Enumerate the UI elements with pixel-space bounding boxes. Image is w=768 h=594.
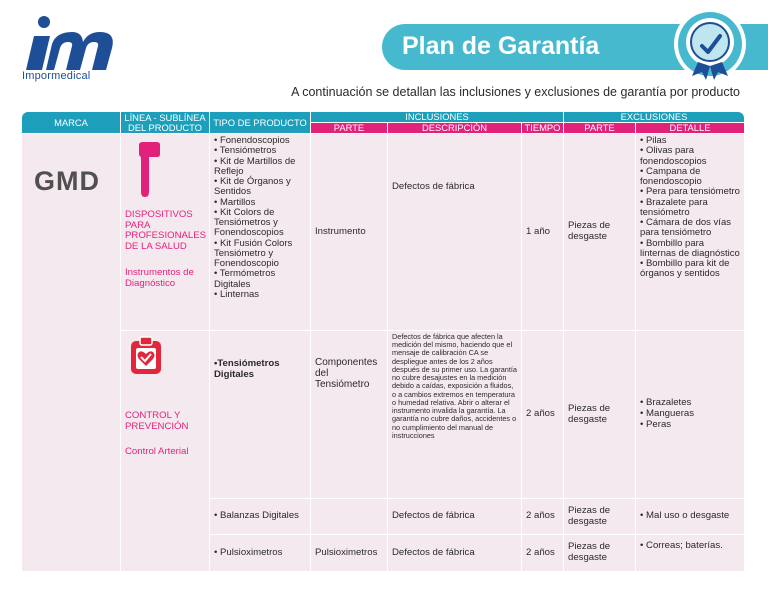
part-cell-2c: Pulsioximetros: [311, 535, 387, 571]
col-header-linea: LÍNEA - SUBLÍNEA DEL PRODUCTO: [121, 112, 209, 133]
col-header-tiempo: TIEMPO: [522, 123, 563, 133]
exclusion-detail-1: • Pilas • Olivas para fonendoscopios • Campana de fonendoscopio • Pera para tensiómetro • Brazalete para tensiómetro • Cámara de dos vías para tensiómetro • Bombillo para linternas de diagnóstico • Bombillo para kit de órganos y sentidos: [636, 134, 744, 330]
exclusion-part-2a: Piezas de desgaste: [564, 331, 635, 498]
col-header-descripcion: DESCRIPCIÓN: [388, 123, 521, 133]
line-name-2: CONTROL Y PREVENCIÓN: [125, 410, 189, 432]
exclusion-part-2c: Piezas de desgaste: [564, 535, 635, 571]
heart-check-clipboard-icon: [129, 335, 163, 375]
brand-name: GMD: [34, 166, 100, 196]
col-header-detalle: DETALLE: [636, 123, 744, 133]
product-type-2c: • Pulsioximetros: [210, 535, 310, 571]
exclusion-part-2b: Piezas de desgaste: [564, 499, 635, 534]
exclusion-detail-2a: • Brazaletes • Mangueras • Peras: [636, 331, 744, 498]
line-name-1: DISPOSITIVOS PARA PROFESIONALES DE LA SALUD: [125, 209, 207, 253]
product-type-2a: •Tensiómetros Digitales: [210, 331, 310, 498]
subline-name-2: Control Arterial: [125, 446, 189, 457]
product-types-1: • Fonendoscopios • Tensiómetros • Kit de Martillos de Reflejo • Kit de Órganos y Sentidos • Martillos • Kit Colors de Tensiómetros y Fonendoscopios • Kit Fusión Colors Tensiómetro y Fonendoscopio • Termómetros Digitales • Linternas: [210, 134, 310, 330]
reflex-hammer-icon: [137, 142, 161, 198]
col-header-exclusiones: EXCLUSIONES: [564, 112, 744, 122]
col-header-parte-exclusion: PARTE: [564, 123, 635, 133]
product-type-2b: • Balanzas Digitales: [210, 499, 310, 534]
exclusion-part-1: Piezas de desgaste: [564, 134, 635, 330]
line-cell-2: [121, 331, 209, 571]
description-cell-1: Defectos de fábrica: [388, 134, 521, 330]
col-header-inclusiones: INCLUSIONES: [311, 112, 563, 122]
page-title: Plan de Garantía: [402, 32, 600, 60]
page-subtitle: A continuación se detallan las inclusiones y exclusiones de garantía por producto: [291, 85, 740, 99]
part-cell-1: Instrumento: [311, 134, 387, 330]
line-cell-1: [121, 134, 209, 330]
subline-name-1: Instrumentos de Diagnóstico: [125, 267, 194, 289]
part-cell-2b: [311, 499, 387, 534]
col-header-marca: MARCA: [22, 112, 120, 133]
col-header-parte: PARTE: [311, 123, 387, 133]
brand-cell: [22, 134, 120, 571]
description-cell-2c: Defectos de fábrica: [388, 535, 521, 571]
part-cell-2a: Componentes del Tensiómetro: [311, 331, 387, 498]
col-header-tipo: TIPO DE PRODUCTO: [210, 112, 310, 133]
time-cell-2a: 2 años: [522, 331, 563, 498]
time-cell-2b: 2 años: [522, 499, 563, 534]
exclusion-detail-2b: • Mal uso o desgaste: [636, 499, 744, 534]
description-cell-2a: Defectos de fábrica que afecten la medición del mismo, haciendo que el mensaje de calibración CA se despliegue antes de los 2 años después de su primer uso. La garantía no cubre desajustes en la medición debido a caídas, exposición a fluidos, o a cambios extremos en temperatura o humedad relativa. Abrir o alterar el instrumento invalida la garantía. La garantía no cubre daños, accidentes o no cumplimiento del manual de instrucciones: [388, 331, 521, 498]
time-cell-1: 1 año: [522, 134, 563, 330]
time-cell-2c: 2 años: [522, 535, 563, 571]
description-cell-2b: Defectos de fábrica: [388, 499, 521, 534]
logo-text: Impormedical: [22, 70, 91, 82]
exclusion-detail-2c: • Correas; baterías.: [636, 535, 744, 571]
warranty-medal-icon: [672, 6, 748, 82]
